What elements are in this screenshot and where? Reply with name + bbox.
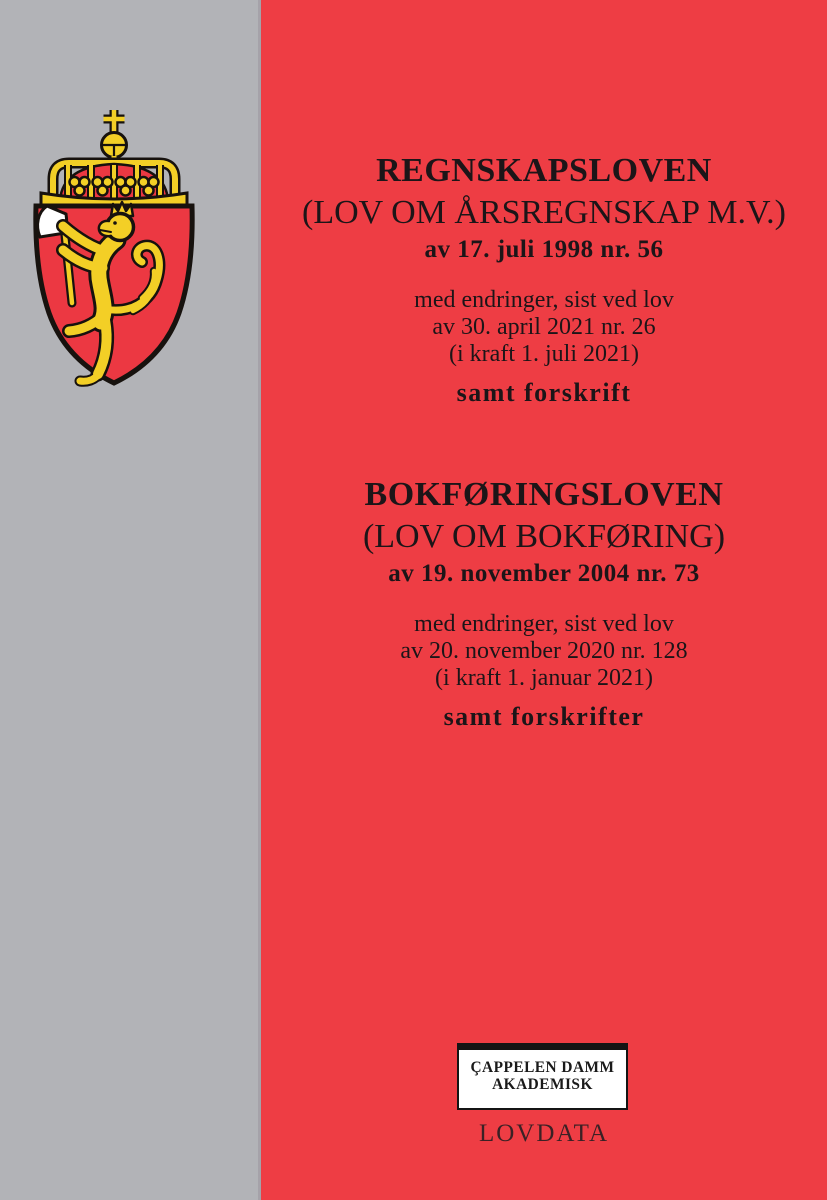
publisher-name-line1: ÇAPPELEN DAMM (470, 1059, 615, 1076)
royal-crown-icon (41, 110, 187, 212)
left-gray-band (0, 0, 261, 1200)
law2-subtitle: (LOV OM BOKFØRING) (362, 518, 726, 555)
law1-amendment-line: av 30. april 2021 nr. 26 (432, 314, 656, 340)
publisher-name-line2: AKADEMISK (492, 1076, 593, 1093)
law2-date: av 19. november 2004 nr. 73 (388, 560, 700, 587)
norwegian-coat-of-arms-icon (30, 103, 198, 391)
publisher-logo (457, 1043, 628, 1110)
law2-amendment-line: (i kraft 1. januar 2021) (435, 665, 653, 691)
law2-amendment-line: av 20. november 2020 nr. 128 (400, 638, 688, 664)
law1-subtitle: (LOV OM ÅRSREGNSKAP M.V.) (302, 194, 786, 231)
law2-addendum: samt forskrifter (443, 702, 645, 731)
law-block-bokforingsloven (261, 474, 827, 732)
lovdata-logo: LOVDATA (478, 1120, 610, 1147)
law1-addendum: samt forskrift (456, 378, 632, 407)
law-block-regnskapsloven (261, 150, 827, 408)
law2-title: BOKFØRINGSLOVEN (364, 476, 724, 513)
law1-title: REGNSKAPSLOVEN (376, 152, 712, 189)
law1-amendment-line: med endringer, sist ved lov (414, 287, 674, 313)
law2-amendment-line: med endringer, sist ved lov (414, 611, 674, 637)
law1-date: av 17. juli 1998 nr. 56 (424, 236, 664, 263)
red-cover-area (261, 0, 827, 1200)
law1-amendment-line: (i kraft 1. juli 2021) (449, 341, 639, 367)
